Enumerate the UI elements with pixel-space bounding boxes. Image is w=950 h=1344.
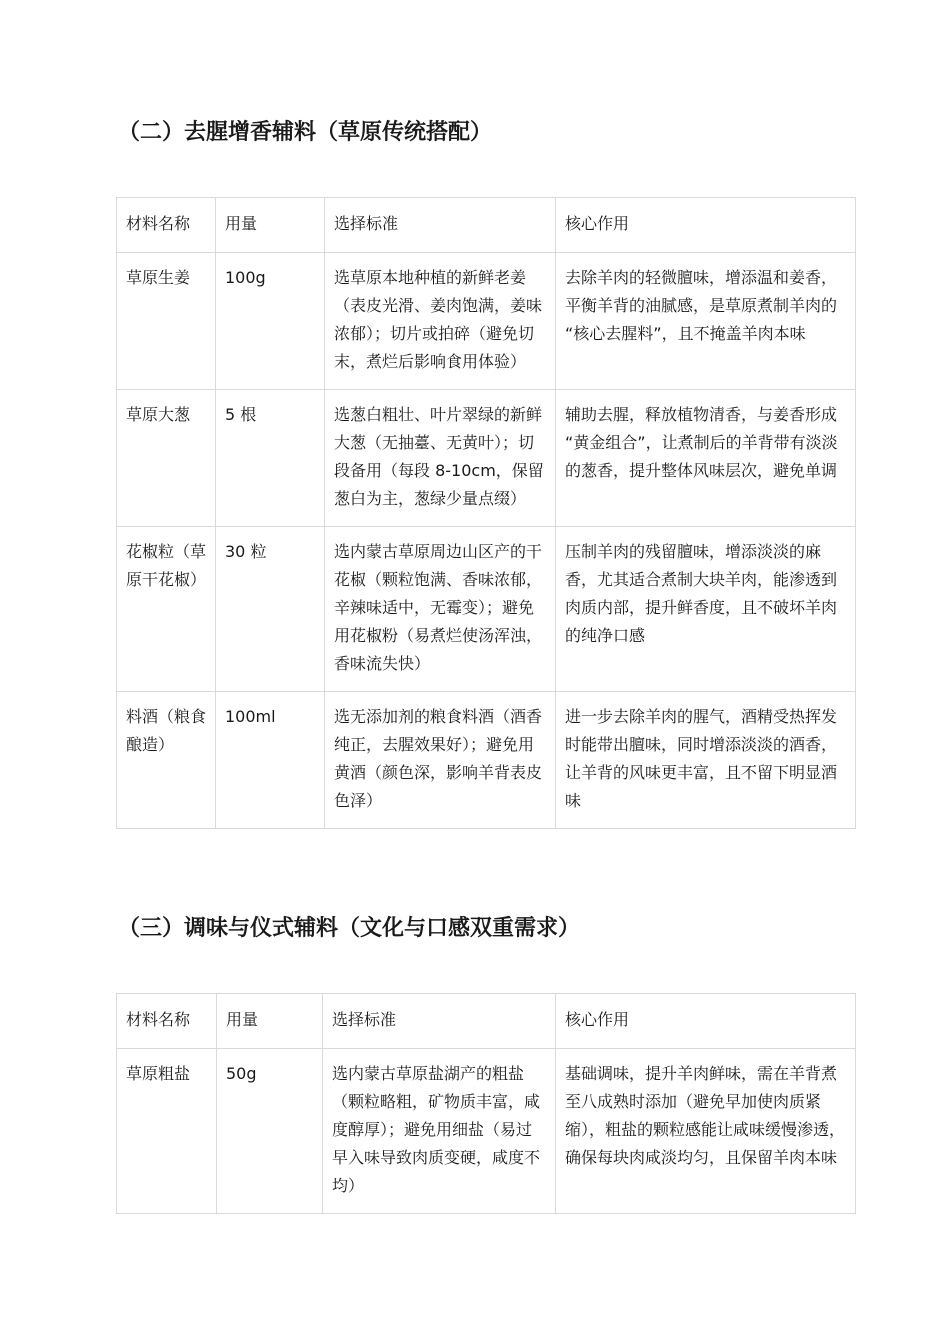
table-header-row	[117, 994, 856, 1049]
header-amount: 用量	[216, 198, 325, 253]
table-row	[117, 390, 856, 527]
seasoning-table	[116, 993, 856, 1214]
header-criteria: 选择标准	[325, 198, 556, 253]
criteria-cell: 选内蒙古草原周边山区产的干花椒（颗粒饱满、香味浓郁，辛辣味适中，无霉变）；避免用花椒粉（易煮烂使汤浑浊，香味流失快）	[325, 527, 556, 692]
header-material-name: 材料名称	[117, 198, 216, 253]
amount-cell: 100g	[216, 253, 325, 390]
material-name-cell: 草原生姜	[117, 253, 216, 390]
amount-cell: 5 根	[216, 390, 325, 527]
table-row	[117, 692, 856, 829]
header-amount: 用量	[217, 994, 323, 1049]
header-effect: 核心作用	[556, 198, 856, 253]
criteria-cell: 选葱白粗壮、叶片翠绿的新鲜大葱（无抽薹、无黄叶）；切段备用（每段 8-10cm，保留葱白为主，葱绿少量点缀）	[325, 390, 556, 527]
criteria-cell: 选草原本地种植的新鲜老姜（表皮光滑、姜肉饱满，姜味浓郁）；切片或拍碎（避免切末，煮烂后影响食用体验）	[325, 253, 556, 390]
amount-cell: 30 粒	[216, 527, 325, 692]
effect-cell: 辅助去腥，释放植物清香，与姜香形成 “黄金组合”，让煮制后的羊背带有淡淡的葱香，提升整体风味层次，避免单调	[556, 390, 856, 527]
table-row	[117, 527, 856, 692]
table-row	[117, 1049, 856, 1214]
table-header-row	[117, 198, 856, 253]
material-name-cell: 花椒粒（草原干花椒）	[117, 527, 216, 692]
amount-cell: 50g	[217, 1049, 323, 1214]
amount-cell: 100ml	[216, 692, 325, 829]
table-row	[117, 253, 856, 390]
header-material-name: 材料名称	[117, 994, 217, 1049]
criteria-cell: 选无添加剂的粮食料酒（酒香纯正，去腥效果好）；避免用黄酒（颜色深，影响羊背表皮色泽）	[325, 692, 556, 829]
effect-cell: 压制羊肉的残留膻味，增添淡淡的麻香，尤其适合煮制大块羊肉，能渗透到肉质内部，提升鲜香度，且不破坏羊肉的纯净口感	[556, 527, 856, 692]
material-name-cell: 草原大葱	[117, 390, 216, 527]
effect-cell: 基础调味，提升羊肉鲜味，需在羊背煮至八成熟时添加（避免早加使肉质紧缩），粗盐的颗粒感能让咸味缓慢渗透，确保每块肉咸淡均匀，且保留羊肉本味	[556, 1049, 856, 1214]
section-title-aromatics: （二）去腥增香辅料（草原传统搭配）	[118, 120, 493, 145]
material-name-cell: 草原粗盐	[117, 1049, 217, 1214]
effect-cell: 进一步去除羊肉的腥气，酒精受热挥发时能带出膻味，同时增添淡淡的酒香，让羊背的风味更丰富，且不留下明显酒味	[556, 692, 856, 829]
material-name-cell: 料酒（粮食酿造）	[117, 692, 216, 829]
aromatics-table	[116, 197, 856, 829]
header-criteria: 选择标准	[323, 994, 556, 1049]
section-title-seasoning: （三）调味与仪式辅料（文化与口感双重需求）	[118, 916, 581, 941]
criteria-cell: 选内蒙古草原盐湖产的粗盐（颗粒略粗，矿物质丰富，咸度醇厚）；避免用细盐（易过早入味导致肉质变硬，咸度不均）	[323, 1049, 556, 1214]
effect-cell: 去除羊肉的轻微膻味，增添温和姜香，平衡羊背的油腻感，是草原煮制羊肉的 “核心去腥料”，且不掩盖羊肉本味	[556, 253, 856, 390]
header-effect: 核心作用	[556, 994, 856, 1049]
